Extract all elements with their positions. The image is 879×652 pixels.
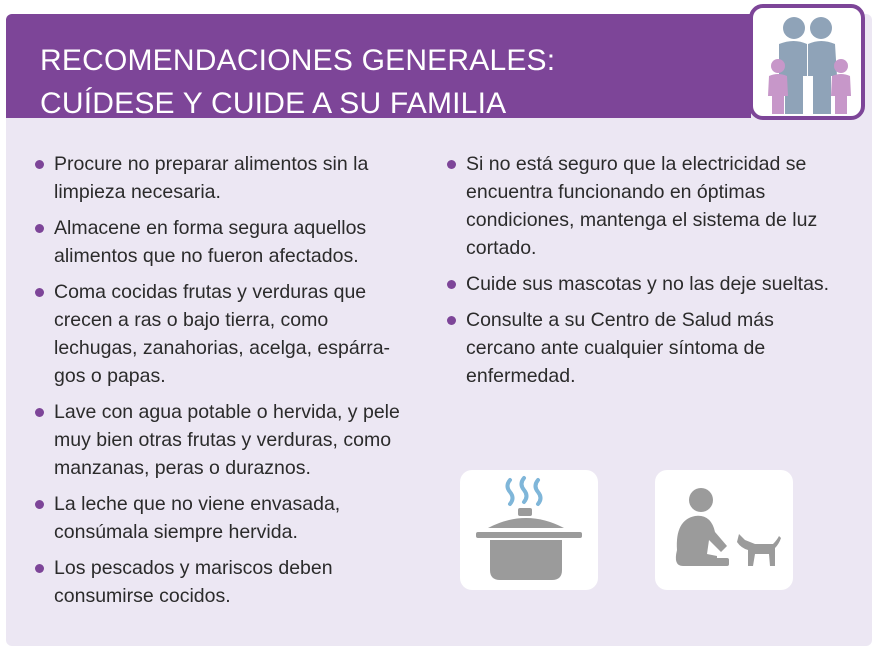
list-item: Consulte a su Centro de Salud más cercano ante cualquier síntoma de enfermedad. <box>446 306 836 390</box>
list-item: Si no está seguro que la electricidad se encuentra funcionando en óptimas condiciones, mantenga el sistema de luz cortado. <box>446 150 836 262</box>
title-banner <box>6 14 751 118</box>
list-item: Lave con agua potable o hervida, y pele muy bien otras frutas y verduras, como manzanas, peras o duraznos. <box>34 398 414 482</box>
right-recommendations-list <box>446 150 836 398</box>
cooking-pot-tile <box>460 470 598 590</box>
list-item: Coma cocidas frutas y verduras que crecen a ras o bajo tierra, como lechugas, zanahorias, acelga, espárra-gos o papas. <box>34 278 414 390</box>
family-icon-box <box>749 4 865 120</box>
list-item: Cuide sus mascotas y no las deje sueltas. <box>446 270 836 298</box>
pet-feeding-tile <box>655 470 793 590</box>
list-item: Almacene en forma segura aquellos alimentos que no fueron afectados. <box>34 214 414 270</box>
page-title-line-2: CUÍDESE Y CUIDE A SU FAMILIA <box>40 87 507 120</box>
page-title-line-1: RECOMENDACIONES GENERALES: <box>40 44 556 77</box>
family-icon <box>761 14 855 116</box>
left-recommendations-list <box>34 150 414 618</box>
cooking-pot-icon <box>460 470 598 590</box>
person-feeding-dog-icon <box>655 470 793 590</box>
list-item: Procure no preparar alimentos sin la limpieza necesaria. <box>34 150 414 206</box>
list-item: La leche que no viene envasada, consúmala siempre hervida. <box>34 490 414 546</box>
list-item: Los pescados y mariscos deben consumirse cocidos. <box>34 554 414 610</box>
